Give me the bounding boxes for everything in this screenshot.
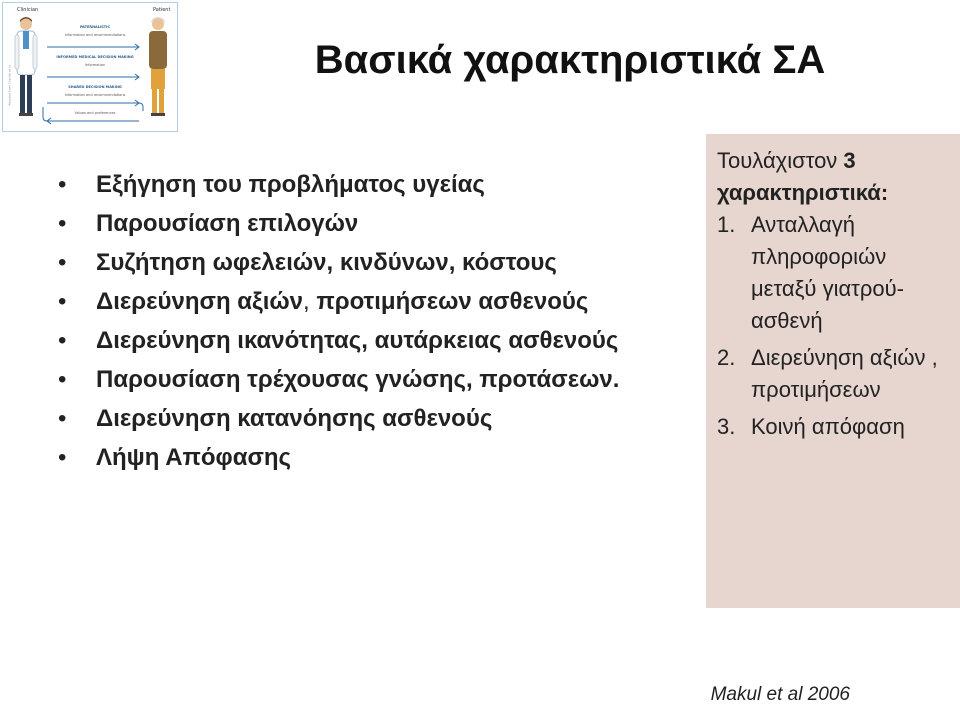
- list-item: [58, 443, 708, 473]
- list-item-text: Διερεύνηση ικανότητας, αυτάρκειας ασθενούς: [96, 327, 619, 354]
- box-heading: [717, 145, 950, 209]
- bullet-icon: •: [58, 366, 67, 393]
- list-item-text: Λήψη Απόφασης: [96, 444, 292, 471]
- model-title: SHARED DECISION MAKING: [68, 85, 122, 89]
- list-item: [58, 365, 708, 395]
- model-title: INFORMED MEDICAL DECISION MAKING: [56, 55, 134, 59]
- box-item-text: Ανταλλαγή πληροφοριών μεταξύ γιατρού-ασθενή: [751, 212, 904, 333]
- bullet-icon: •: [58, 444, 67, 471]
- patient-label: Patient: [153, 7, 171, 13]
- bullet-icon: •: [58, 171, 67, 198]
- list-item-text-a: Διερεύνηση αξιών: [96, 288, 303, 315]
- list-item-text-b: προτιμήσεων ασθενούς: [309, 288, 589, 315]
- list-item-text: Συζήτηση ωφελειών, κινδύνων, κόστους: [96, 249, 557, 276]
- bullet-icon: •: [58, 210, 67, 237]
- slide-title: Βασικά χαρακτηριστικά ΣΑ: [314, 38, 826, 82]
- box-heading-bold: 3 χαρακτηριστικά:: [717, 148, 889, 205]
- box-item-text: Διερεύνηση αξιών , προτιμήσεων: [751, 345, 938, 402]
- box-item-text: Κοινή απόφαση: [751, 414, 905, 439]
- list-item-text: Παρουσίαση επιλογών: [96, 210, 359, 237]
- list-item: [58, 209, 708, 239]
- bullet-icon: •: [58, 327, 67, 354]
- citation: Makul et al 2006: [710, 684, 850, 705]
- features-list: [58, 170, 708, 482]
- model-line: Information and recommendations: [64, 33, 126, 37]
- model-line: Information and recommendations: [64, 93, 126, 97]
- model-line-2: Values and preferences: [74, 111, 116, 115]
- list-item: [58, 326, 708, 356]
- shared-model: [53, 85, 137, 113]
- key-features-box: [706, 134, 960, 608]
- list-item-text: Παρουσίαση τρέχουσας γνώσης, προτάσεων.: [96, 366, 620, 393]
- box-list-item: [717, 209, 950, 337]
- list-item-text: Εξήγηση του προβλήματος υγείας: [96, 171, 485, 198]
- list-item-separator: ,: [303, 288, 310, 315]
- box-item-number: 3.: [717, 414, 736, 439]
- list-item: [58, 404, 708, 434]
- box-item-number: 2.: [717, 345, 736, 370]
- diagram-side-note: Adapted from Charles et al.: [7, 64, 12, 106]
- list-item: [58, 287, 708, 317]
- informed-model: [53, 55, 137, 83]
- list-item: [58, 248, 708, 278]
- shared-decision-diagram-thumbnail: [2, 2, 178, 132]
- model-line: Information: [84, 63, 106, 67]
- box-list-item: [717, 411, 950, 443]
- box-heading-plain: Τουλάχιστον: [717, 148, 844, 173]
- box-item-number: 1.: [717, 212, 736, 237]
- bullet-icon: •: [58, 405, 67, 432]
- bullet-icon: •: [58, 249, 67, 276]
- bullet-icon: •: [58, 288, 67, 315]
- clinician-label: Clinician: [17, 7, 39, 13]
- box-list-item: [717, 342, 950, 406]
- list-item: [58, 170, 708, 200]
- paternalistic-model: [53, 25, 137, 53]
- model-title: PATERNALISTIC: [79, 25, 111, 29]
- list-item-text: Διερεύνηση κατανόησης ασθενούς: [96, 405, 493, 432]
- box-list: [717, 209, 950, 443]
